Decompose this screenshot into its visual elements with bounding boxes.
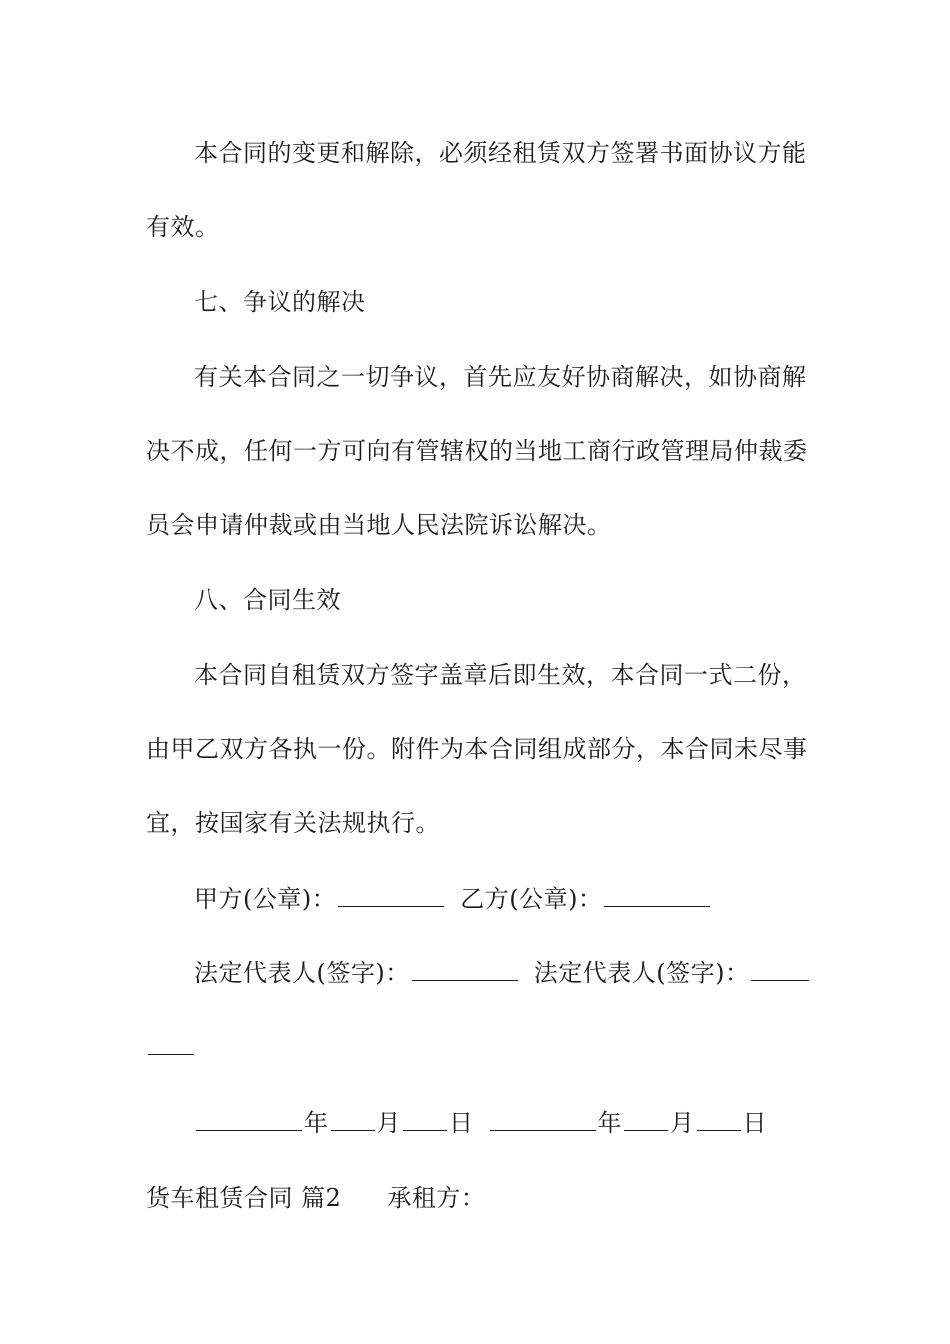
paragraph-line: 有关本合同之一切争议，首先应友好协商解决，如协商解 [194,363,807,391]
month-blank-b [624,1108,668,1131]
contract-title: 货车租赁合同 篇2 [146,1184,342,1212]
paragraph-line: 由甲乙双方各执一份。附件为本合同组成部分，本合同未尽事 [146,735,808,763]
party-b-label: 乙方(公章)： [460,885,603,913]
party-a-label: 甲方(公章)： [194,885,337,913]
rep-b-label: 法定代表人(签字)： [533,959,750,987]
paragraph-line: 员会申请仲裁或由当地人民法院诉讼解决。 [146,511,612,539]
rep-a-blank [412,958,518,981]
next-contract-heading-line [146,1183,816,1213]
party-a-blank [338,884,444,907]
party-b-blank [604,884,710,907]
year-blank-a [196,1108,302,1131]
representative-line [194,958,864,988]
day-blank-a [403,1108,447,1131]
day-label: 日 [742,1109,767,1137]
rep-b-blank [751,958,809,981]
paragraph-line: 本合同的变更和解除，必须经租赁双方签署书面协议方能 [194,139,807,167]
paragraph-line: 有效。 [146,213,220,241]
paragraph-line: 决不成，任何一方可向有管辖权的当地工商行政管理局仲裁委 [146,437,808,465]
rep-a-label: 法定代表人(签字)： [194,959,410,987]
month-blank-a [331,1108,375,1131]
month-label: 月 [670,1109,695,1137]
section-heading-8: 八、合同生效 [194,586,341,614]
year-blank-b [490,1108,596,1131]
year-label: 年 [597,1109,622,1137]
paragraph-line: 本合同自租赁双方签字盖章后即生效，本合同一式二份， [194,661,807,689]
lessee-label: 承租方： [387,1184,486,1212]
rep-b-blank-continued [148,1032,194,1055]
day-label: 日 [449,1109,474,1137]
day-blank-b [697,1108,741,1131]
section-heading-7: 七、争议的解决 [194,288,366,316]
month-label: 月 [376,1109,401,1137]
representative-line-continued [146,1032,816,1062]
date-line [194,1108,864,1138]
party-seal-line [194,884,864,914]
year-label: 年 [304,1109,329,1137]
paragraph-line: 宜，按国家有关法规执行。 [146,809,440,837]
